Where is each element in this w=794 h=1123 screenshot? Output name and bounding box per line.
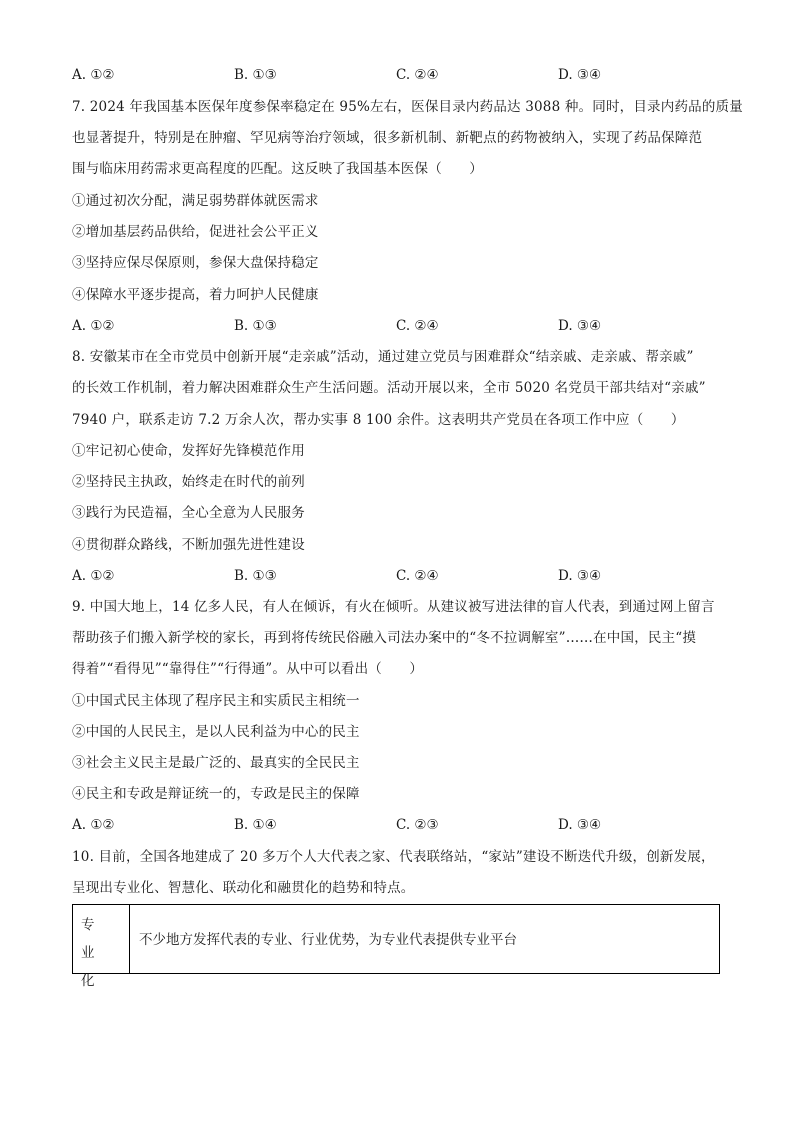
q7-statement-3: ③坚持应保尽保原则，参保大盘保持稳定	[72, 255, 319, 271]
q7-option-b[interactable]: B. ①③	[234, 318, 277, 334]
q9-options	[72, 815, 722, 835]
q9-option-d[interactable]: D. ③④	[558, 817, 602, 833]
q8-options	[72, 566, 722, 586]
q8-stem-line-2: 的长效工作机制，着力解决困难群众生产生活问题。活动开展以来，全市 5020 名党员干部共结对“亲戚”	[72, 380, 706, 396]
q10-table-header-cell: 专业化	[73, 905, 130, 973]
q7-option-a[interactable]: A. ①②	[72, 318, 115, 334]
q7-stem-line-2: 也显著提升，特别是在肿瘤、罕见病等治疗领域，很多新机制、新靶点的药物被纳入，实现了药品保障范	[72, 130, 703, 146]
q10-table	[72, 904, 720, 989]
q9-option-b[interactable]: B. ①④	[234, 817, 277, 833]
q9-statement-2: ②中国的人民民主，是以人民利益为中心的民主	[72, 724, 360, 740]
q8-stem-line-3: 7940 户，联系走访 7.2 万余人次，帮办实事 8 100 余件。这表明共产党员在各项工作中应（ ）	[72, 412, 685, 428]
q9-stem-line-3: 得着”“看得见”“靠得住”“行得通”。从中可以看出（ ）	[72, 661, 424, 677]
q10-stem-line-1: 10. 目前，全国各地建成了 20 多万个人大代表之家、代表联络站，“家站”建设不断迭代升级，创新发展，	[72, 849, 715, 865]
q6-option-b[interactable]: B. ①③	[234, 67, 277, 83]
q7-option-c[interactable]: C. ②④	[396, 318, 439, 334]
q8-statement-4: ④贯彻群众路线，不断加强先进性建设	[72, 537, 305, 553]
q7-stem-line-1: 7. 2024 年我国基本医保年度参保率稳定在 95%左右，医保目录内药品达 3088 种。同时，目录内药品的质量	[72, 99, 743, 115]
q9-statement-1: ①中国式民主体现了程序民主和实质民主相统一	[72, 693, 360, 709]
q9-statement-3: ③社会主义民主是最广泛的、最真实的全民民主	[72, 755, 360, 771]
q6-option-d[interactable]: D. ③④	[558, 67, 602, 83]
q6-options	[72, 65, 722, 85]
q7-statement-4: ④保障水平逐步提高，着力呵护人民健康	[72, 287, 319, 303]
q7-statement-1: ①通过初次分配，满足弱势群体就医需求	[72, 193, 319, 209]
q9-stem-line-1: 9. 中国大地上，14 亿多人民，有人在倾诉，有火在倾听。从建议被写进法律的盲人代表，到通过网上留言	[72, 599, 715, 615]
q8-option-a[interactable]: A. ①②	[72, 568, 115, 584]
q7-options	[72, 316, 722, 336]
q8-statement-3: ③践行为民造福，全心全意为人民服务	[72, 505, 305, 521]
q9-stem-line-2: 帮助孩子们搬入新学校的家长，再到将传统民俗融入司法办案中的“冬不拉调解室”……在中国，民主“摸	[72, 630, 697, 646]
q9-statement-4: ④民主和专政是辩证统一的，专政是民主的保障	[72, 786, 360, 802]
q8-statement-2: ②坚持民主执政，始终走在时代的前列	[72, 474, 305, 490]
q8-option-c[interactable]: C. ②④	[396, 568, 439, 584]
q7-statement-2: ②增加基层药品供给，促进社会公平正义	[72, 224, 319, 240]
q9-option-a[interactable]: A. ①②	[72, 817, 115, 833]
q8-option-d[interactable]: D. ③④	[558, 568, 602, 584]
q8-option-b[interactable]: B. ①③	[234, 568, 277, 584]
q7-stem-line-3: 围与临床用药需求更高程度的匹配。这反映了我国基本医保（ ）	[72, 161, 483, 177]
q10-stem-line-2: 呈现出专业化、智慧化、联动化和融贯化的趋势和特点。	[72, 880, 415, 896]
q6-option-c[interactable]: C. ②④	[396, 67, 439, 83]
q10-table-content-cell: 不少地方发挥代表的专业、行业优势，为专业代表提供专业平台	[139, 932, 517, 948]
q6-option-a[interactable]: A. ①②	[72, 67, 115, 83]
q7-option-d[interactable]: D. ③④	[558, 318, 602, 334]
q8-statement-1: ①牢记初心使命，发挥好先锋模范作用	[72, 443, 305, 459]
q8-stem-line-1: 8. 安徽某市在全市党员中创新开展“走亲戚”活动，通过建立党员与困难群众“结亲戚、走亲戚、帮亲戚”	[72, 349, 694, 365]
q9-option-c[interactable]: C. ②③	[396, 817, 439, 833]
